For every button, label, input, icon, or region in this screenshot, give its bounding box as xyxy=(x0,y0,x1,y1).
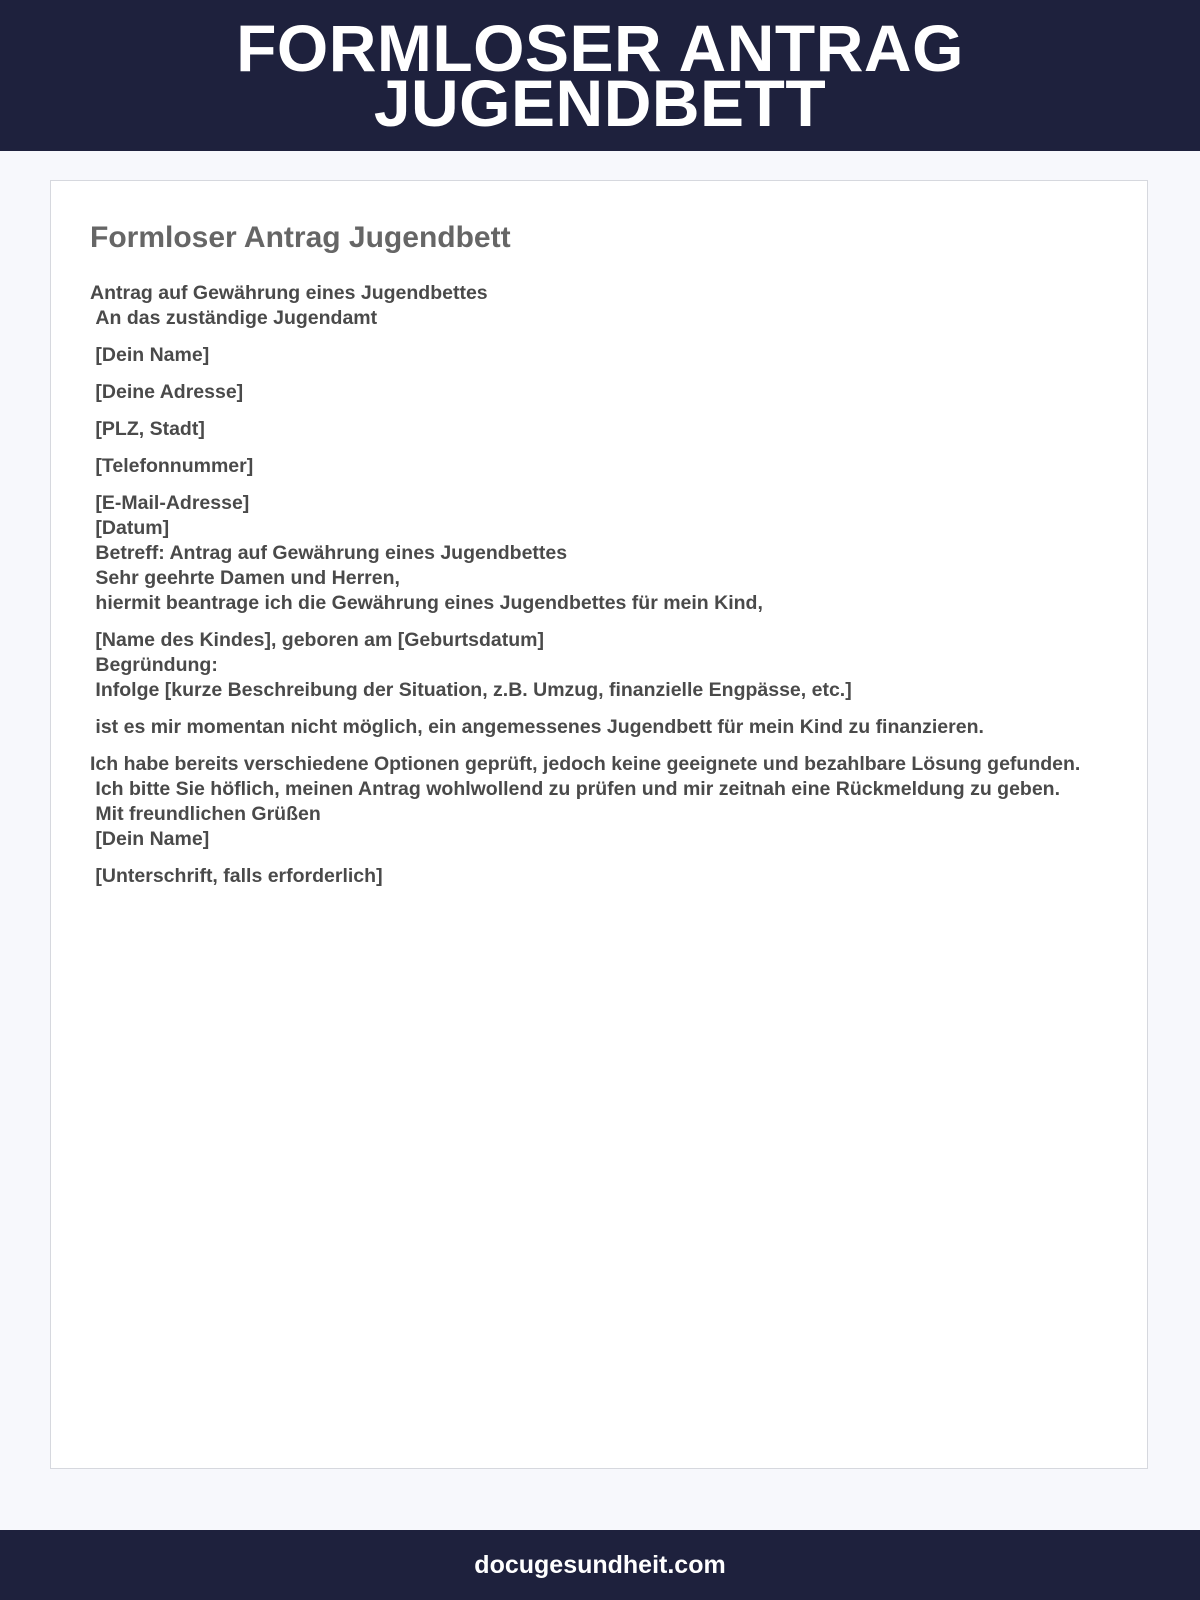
letter-line: Ich bitte Sie höflich, meinen Antrag wohlwollend zu prüfen und mir zeitnah eine Rückmeldung zu geben. xyxy=(90,778,1061,800)
letter-line: [Unterschrift, falls erforderlich] xyxy=(90,865,383,887)
letter-line: Infolge [kurze Beschreibung der Situation, z.B. Umzug, finanzielle Engpässe, etc.] xyxy=(90,679,852,701)
letter-line: An das zuständige Jugendamt xyxy=(90,307,378,329)
letter-line: [Dein Name] xyxy=(90,344,210,366)
document-title: Formloser Antrag Jugendbett xyxy=(90,221,511,254)
letter-line: [Name des Kindes], geboren am [Geburtsdatum] xyxy=(90,629,544,651)
letter-line: [E-Mail-Adresse] xyxy=(90,492,250,514)
letter-line: [Dein Name] xyxy=(90,828,210,850)
letter-line: [Datum] xyxy=(90,517,170,539)
letter-line: Antrag auf Gewährung eines Jugendbettes xyxy=(90,282,488,304)
page-footer xyxy=(0,1530,1200,1600)
letter-line: Betreff: Antrag auf Gewährung eines Jugendbettes xyxy=(90,542,568,564)
letter-line: [Deine Adresse] xyxy=(90,381,244,403)
letter-line: Sehr geehrte Damen und Herren, xyxy=(90,567,400,589)
document-card xyxy=(50,180,1148,1469)
page-header xyxy=(0,0,1200,151)
letter-line: [Telefonnummer] xyxy=(90,455,254,477)
footer-site-name: docugesundheit.com xyxy=(474,1550,726,1579)
letter-line: Ich habe bereits verschiedene Optionen geprüft, jedoch keine geeignete und bezahlbare Lösung gefunden. xyxy=(90,753,1081,775)
letter-line: Mit freundlichen Grüßen xyxy=(90,803,321,825)
page-title: FORMLOSER ANTRAG JUGENDBETT xyxy=(236,10,964,140)
letter-body xyxy=(90,281,1100,889)
letter-line: Begründung: xyxy=(90,654,218,676)
letter-line: ist es mir momentan nicht möglich, ein angemessenes Jugendbett für mein Kind zu finanzieren. xyxy=(90,716,984,738)
letter-line: [PLZ, Stadt] xyxy=(90,418,205,440)
letter-line: hiermit beantrage ich die Gewährung eines Jugendbettes für mein Kind, xyxy=(90,592,763,614)
